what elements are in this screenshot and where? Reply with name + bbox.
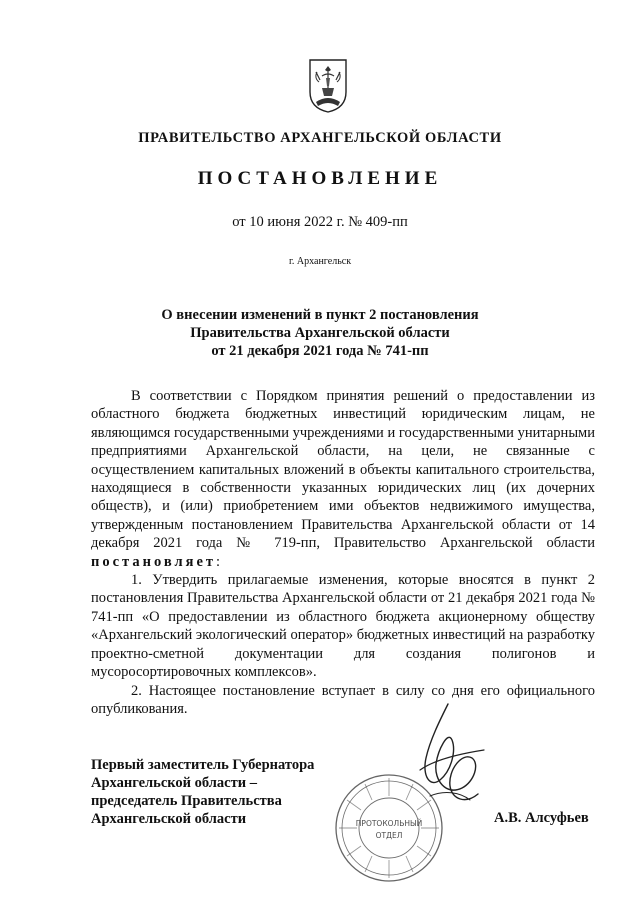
document-date-number: от 10 июня 2022 г. № 409-пп [232,214,408,230]
title-line-3: от 21 декабря 2021 года № 741-пп [211,343,429,359]
document-city: г. Архангельск [288,256,352,267]
organization-name: ПРАВИТЕЛЬСТВО АРХАНГЕЛЬСКОЙ ОБЛАСТИ [138,130,502,146]
preamble-text: В соответствии с Порядком принятия решений о предоставлении из областного бюджета бюджетных инвестиций юридическим лицам, не являющимся государственными учреждениями и государственными унитарными предприятиями Архангельской области, на цели, не связанные с осуществлением капитальных вложений в объекты капитального строительства, находящиеся в собственности указанных юридических лиц (их дочерних обществ), и (или) приобретением ими объектов недвижимого имущества, утвержденным постановлением Правительства Архангельской области от 14 декабря 2021 года № 719-пп, Правительство Архангельской области [91,388,595,552]
position-line-4: Архангельской области [91,811,247,827]
item-1-paragraph: 1. Утвердить прилагаемые изменения, которые вносятся в пункт 2 постановления Правительства Архангельской области от 21 декабря 2021 года № 741-пп «О предоставлении из областного бюджета акционерному обществу «Архангельский экологический оператор» бюджетных инвестиций на разработку проектно-сметной документации для создания полигонов и мусоросортировочных комплексов». [91,572,595,681]
position-line-1: Первый заместитель Губернатора [91,757,315,773]
item-2-paragraph: 2. Настоящее постановление вступает в силу со дня его официального опубликования. [91,682,595,717]
title-line-2: Правительства Архангельской области [190,325,450,341]
stamp-text-line-2: ОТДЕЛ [375,831,403,840]
signer-name: А.В. Алсуфьев [494,810,589,826]
title-line-1: О внесении изменений в пункт 2 постановления [161,307,479,323]
document-title [110,306,530,360]
document-body [91,387,595,718]
handwritten-signature [400,700,490,810]
position-line-2: Архангельской области – [91,775,257,791]
stamp-text-line-1: ПРОТОКОЛЬНЫЙ [355,819,423,828]
decree-word: постановляет [91,553,217,570]
position-line-3: председатель Правительства [91,793,282,809]
signatory-position [91,756,314,828]
document-type: ПОСТАНОВЛЕНИЕ [197,168,443,189]
decree-colon: : [216,553,221,570]
coat-of-arms-icon [308,58,348,114]
preamble-paragraph [91,387,595,571]
